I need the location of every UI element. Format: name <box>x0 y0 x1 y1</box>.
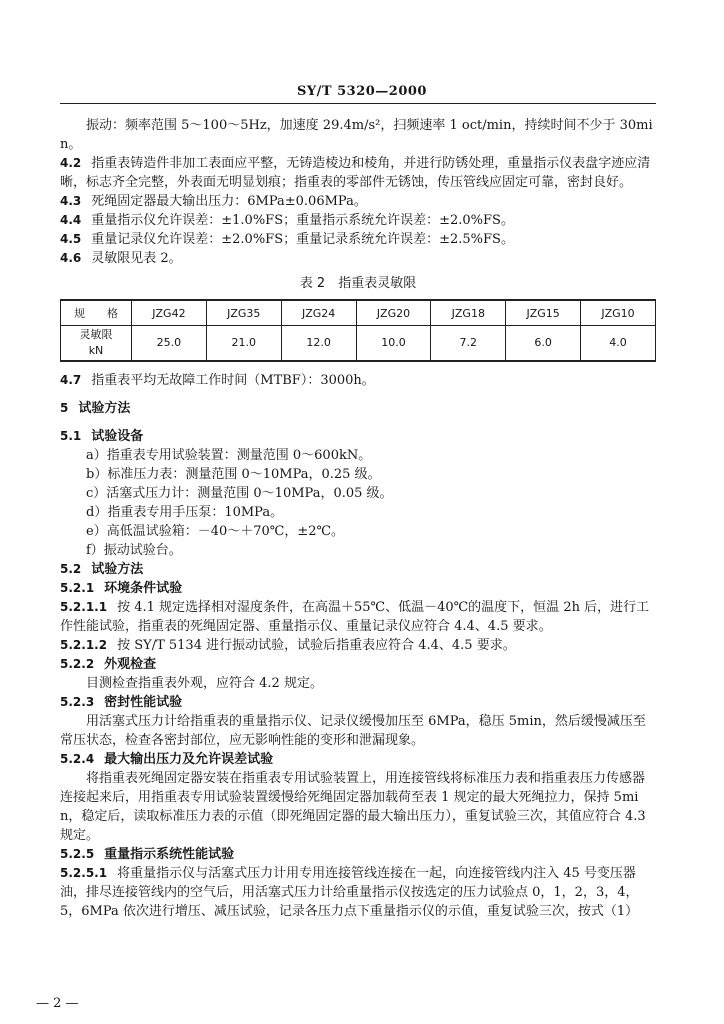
table-cell: 10.0 <box>356 326 431 362</box>
table-cell: 4.0 <box>581 326 656 362</box>
section-5-1-heading: 5.1 试验设备 <box>60 429 144 444</box>
clause-5-2-2-text: 目测检查指重表外观，应符合 4.2 规定。 <box>86 676 323 691</box>
table-col-header: JZG15 <box>506 300 581 326</box>
table-row-label: 灵敏限 kN <box>61 326 132 362</box>
equipment-item: b）标准压力表：测量范围 0～10MPa，0.25 级。 <box>86 467 381 482</box>
page-number: — 2 — <box>36 996 79 1011</box>
table-caption: 表 2 指重表灵敏限 <box>299 276 417 291</box>
equipment-item: f）振动试验台。 <box>86 543 182 558</box>
clause-5-2-1-2: 5.2.1.2 按 SY/T 5134 进行振动试验，试验后指重表应符合 4.4、4.5 要求。 <box>60 638 516 653</box>
section-5-2-5-heading: 5.2.5 重量指示系统性能试验 <box>60 847 235 862</box>
clause-4-6: 4.6 灵敏限见表 2。 <box>60 251 182 266</box>
clause-5-2-1-1: 5.2.1.1 按 4.1 规定选择相对湿度条件，在高温＋55℃、低温－40℃的温度下，恒温 2h 后，进行工作性能试验，指重表的死绳固定器、重量指示仪、重量记录仪应符合 4.4、4.5 要求。 <box>60 600 650 634</box>
table-col-header: JZG35 <box>206 300 281 326</box>
clause-5-2-5-1: 5.2.5.1 将重量指示仪与活塞式压力计用专用连接管线连接在一起，向连接管线内注入 45 号变压器油，排尽连接管线内的空气后，用活塞式压力计给重量指示仪按选定的压力试验点 0，1，2，3，4，5，6MPa 依次进行增压、减压试验，记录各压力点下重量指示仪的示值，重复试验三次，按式（1） <box>60 866 639 919</box>
sensitivity-table <box>60 299 656 362</box>
equipment-item: e）高低温试验箱：－40～＋70℃，±2℃。 <box>86 524 345 539</box>
table-col-header: JZG24 <box>281 300 356 326</box>
table-col-header: JZG10 <box>581 300 656 326</box>
table-cell: 12.0 <box>281 326 356 362</box>
table-cell: 21.0 <box>206 326 281 362</box>
header-rule <box>60 103 656 104</box>
equipment-item: a）指重表专用试验装置：测量范围 0～600kN。 <box>86 448 372 463</box>
table-col-header: JZG18 <box>431 300 506 326</box>
section-5-2-heading: 5.2 试验方法 <box>60 562 144 577</box>
document-body <box>60 116 656 921</box>
clause-4-7: 4.7 指重表平均无故障工作时间（MTBF）：3000h。 <box>60 373 375 388</box>
table-col-header: JZG20 <box>356 300 431 326</box>
vibration-clause: 振动：频率范围 5～100～5Hz，加速度 29.4m/s²，扫频速率 1 oct/min，持续时间不少于 30min。 <box>60 118 653 152</box>
table-cell: 6.0 <box>506 326 581 362</box>
clause-5-2-4-text: 将指重表死绳固定器安装在指重表专用试验装置上，用连接管线将标准压力表和指重表压力传感器连接起来后，用指重表专用试验装置缓慢给死绳固定器加载荷至表 1 规定的最大死绳拉力，保持 5min，稳定后，读取标准压力表的示值（即死绳固定器的最大输出压力），重复试验三次，其值应符合 4.3 规定。 <box>60 771 646 843</box>
clause-4-5: 4.5 重量记录仪允许误差：±2.0%FS；重量记录系统允许误差：±2.5%FS。 <box>60 232 514 247</box>
section-5-2-4-heading: 5.2.4 最大输出压力及允许误差试验 <box>60 752 274 767</box>
clause-4-4: 4.4 重量指示仪允许误差：±1.0%FS；重量指示系统允许误差：±2.0%FS。 <box>60 213 514 228</box>
table-cell: 25.0 <box>132 326 207 362</box>
equipment-item: c）活塞式压力计：测量范围 0～10MPa，0.05 级。 <box>86 486 393 501</box>
section-5-2-1-heading: 5.2.1 环境条件试验 <box>60 581 183 596</box>
clause-5-2-3-text: 用活塞式压力计给指重表的重量指示仪、记录仪缓慢加压至 6MPa，稳压 5min，然后缓慢减压至常压状态，检查各密封部位，应无影响性能的变形和泄漏现象。 <box>60 714 646 748</box>
section-5-heading: 5 试验方法 <box>60 401 131 416</box>
clause-4-3: 4.3 死绳固定器最大输出压力：6MPa±0.06MPa。 <box>60 194 367 209</box>
equipment-item: d）指重表专用手压泵：10MPa。 <box>86 505 284 520</box>
clause-4-2: 4.2 指重表铸造件非加工表面应平整，无铸造棱边和棱角，并进行防锈处理，重量指示仪表盘字迹应清晰，标志齐全完整，外表面无明显划痕；指重表的零部件无锈蚀，传压管线应固定可靠，密封良好。 <box>60 156 651 190</box>
table-col-header: JZG42 <box>132 300 207 326</box>
page-header: SY/T 5320—2000 <box>297 84 427 99</box>
table-cell: 7.2 <box>431 326 506 362</box>
section-5-2-3-heading: 5.2.3 密封性能试验 <box>60 695 183 710</box>
section-5-2-2-heading: 5.2.2 外观检查 <box>60 657 157 672</box>
table-header-label: 规 格 <box>61 300 132 326</box>
